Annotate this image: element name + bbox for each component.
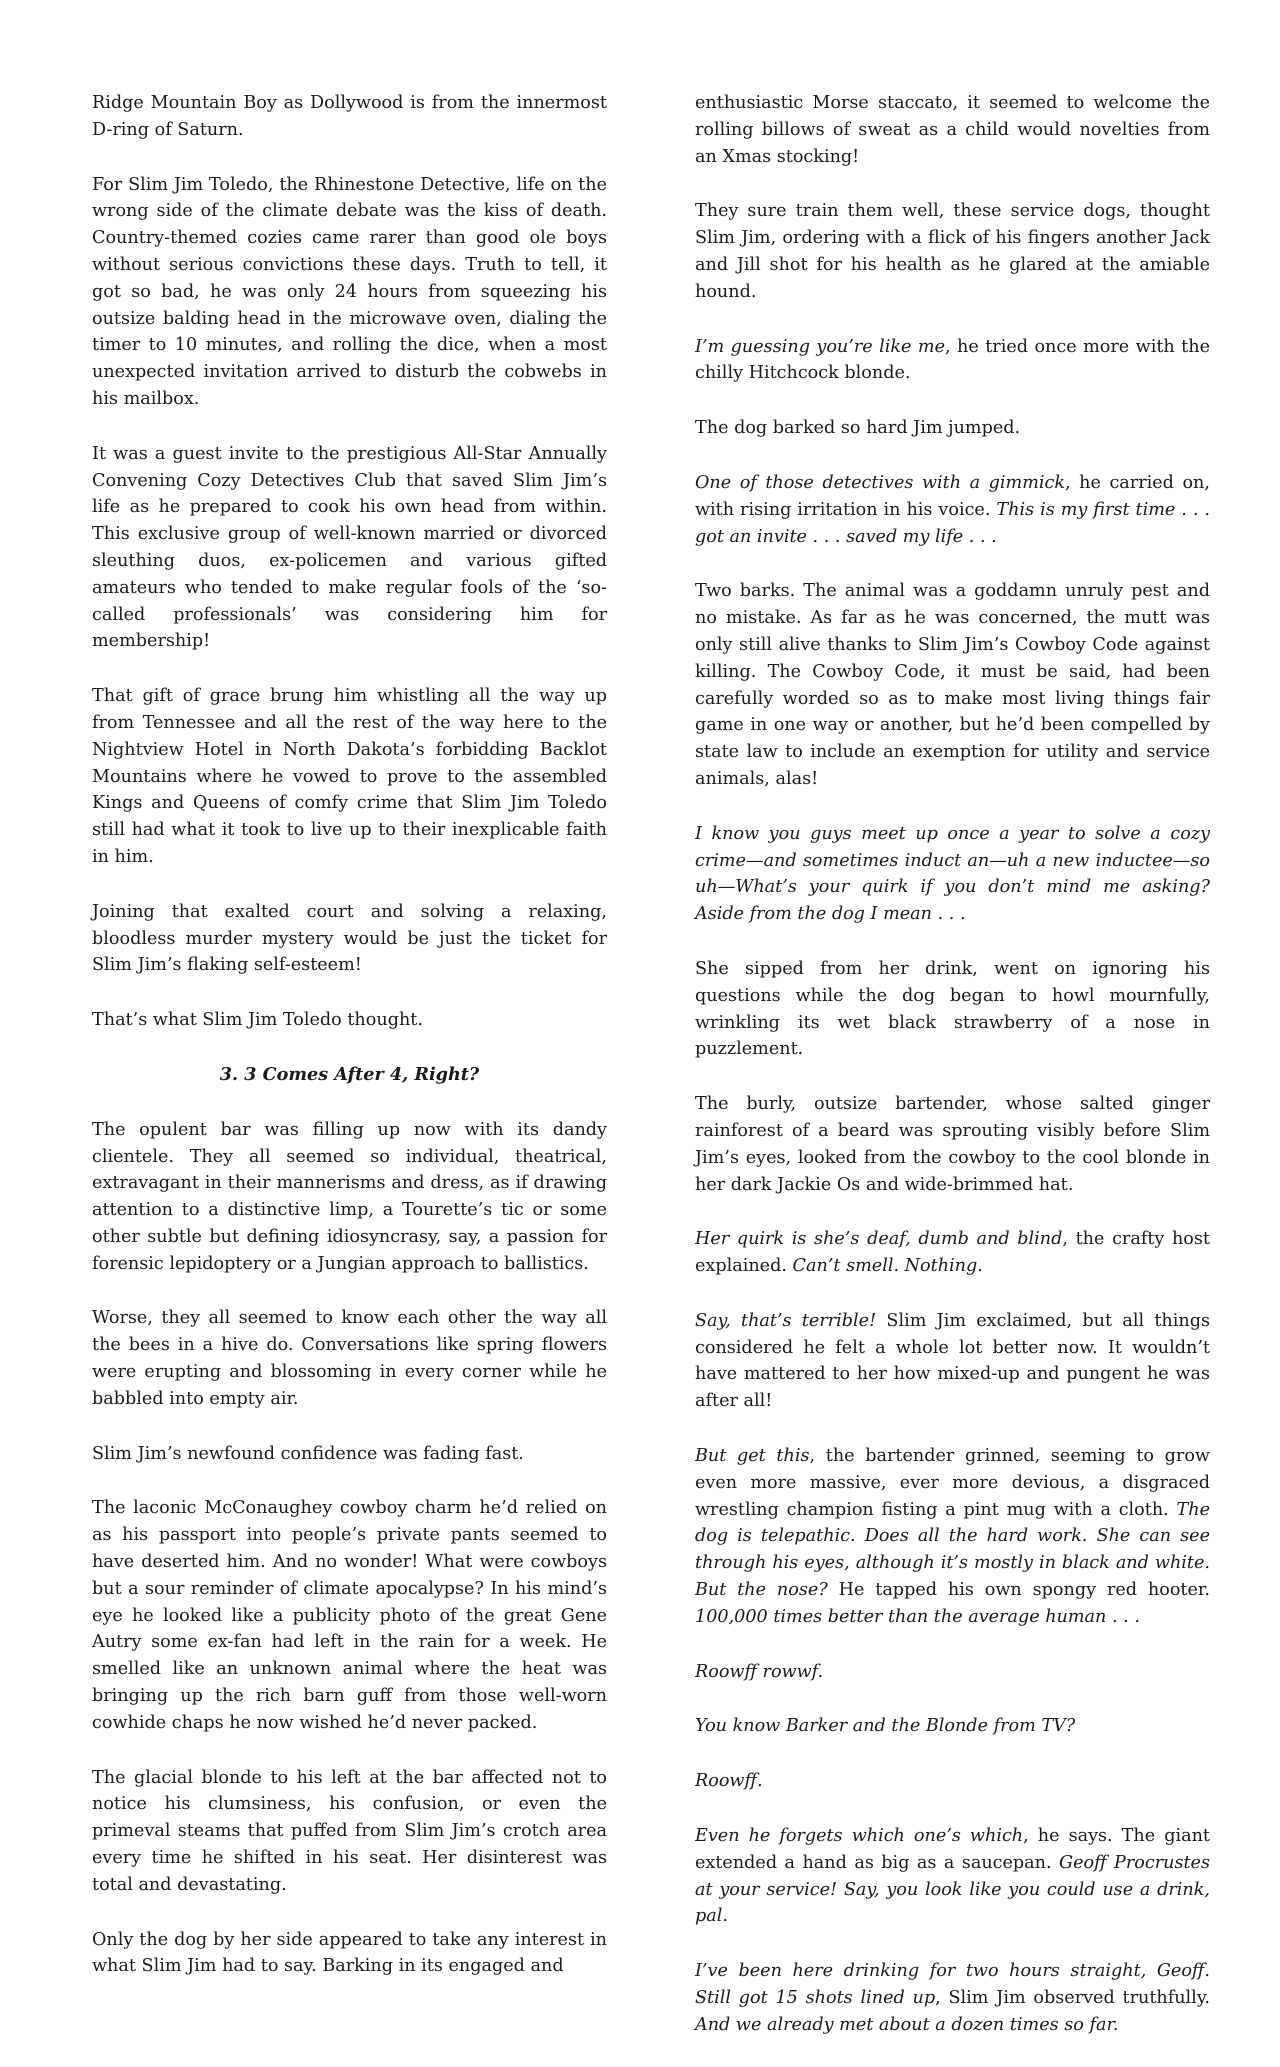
paragraph: [695, 415, 1210, 442]
italic-text: Her quirk is she’s deaf, dumb and blind: [695, 1229, 1063, 1250]
paragraph: [92, 1495, 607, 1736]
paragraph: [92, 172, 607, 413]
text-run: , Slim Jim observed truthfully.: [935, 1988, 1211, 2009]
paragraph: [695, 1768, 1210, 1795]
paragraph: [695, 1091, 1210, 1198]
italic-text: I know you guys meet up once a year to solve a cozy crime—and sometimes induct an—uh a new inductee—so uh—What’s your quirk if you don’t mind me asking? Aside from the dog I mean . . .: [695, 823, 1210, 925]
paragraph: [695, 470, 1210, 550]
text-run: The burly, outsize bartender, whose salted ginger rainforest of a beard was sprouting visibly before Slim Jim’s eyes, looked from the cowboy to the cool blonde in her dark Jackie Os and wide-brimmed hat.: [695, 1094, 1210, 1195]
text-run: , he tried once more with the chilly Hitchcock blonde.: [695, 336, 1210, 384]
paragraph: [695, 1958, 1210, 2038]
text-run: It was a guest invite to the prestigious All-Star Annually Convening Cozy Detectives Club that saved Slim Jim’s life as he prepared to cook his own head from within. This exclusive group of well-known married or divorced sleuthing duos, ex-policemen and various gifted amateurs who tended to make regular fools of the ‘so-called professionals’ was considering him for membership!: [92, 443, 607, 652]
text-run: , the crafty host explained.: [695, 1229, 1211, 1277]
right-column: [695, 90, 1210, 2067]
paragraph: [92, 1927, 607, 1981]
text-run: They sure train them well, these service dogs, thought Slim Jim, ordering with a flick of his fingers another Jack and Jill shot for his health as he glared at the amiable hound.: [695, 201, 1210, 302]
text-run: , he says. The giant extended a hand as big as a saucepan.: [695, 1826, 1210, 1873]
paragraph: [92, 1765, 607, 1899]
paragraph: [92, 899, 607, 979]
text-run: The laconic McConaughey cowboy charm he’d relied on as his passport into people’s private pants seemed to have deserted him. And no wonder! What were cowboys but a sour reminder of climate apocalypse? In his mind’s eye he looked like a publicity photo of the great Gene Autry some ex-fan had left in the rain for a week. He smelled like an unknown animal where the heat was bringing up the rich barn guff from those well-worn cowhide chaps he now wished he’d never packed.: [92, 1498, 607, 1733]
text-run: enthusiastic Morse staccato, it seemed to welcome the rolling billows of sweat as a child would novelties from an Xmas stocking!: [695, 93, 1210, 167]
paragraph: [695, 1823, 1210, 1930]
paragraph: [695, 1226, 1210, 1280]
text-run: The dog barked so hard Jim jumped.: [695, 418, 1021, 439]
text-run: The glacial blonde to his left at the bar affected not to notice his clumsiness, his confusion, or even the primeval steams that puffed from Slim Jim’s crotch area every time he shifted in his seat. Her disinterest was total and devastating.: [92, 1767, 607, 1895]
italic-text: Say, that’s terrible!: [695, 1310, 877, 1331]
paragraph: [695, 198, 1210, 305]
paragraph: [92, 683, 607, 871]
italic-text: Geoff Procrustes at your service! Say, you look like you could use a drink, pal.: [695, 1852, 1210, 1927]
text-run: That’s what Slim Jim Toledo thought.: [92, 1010, 423, 1031]
paragraph: [92, 90, 607, 144]
italic-text: This is my first time . . . got an invite . . . saved my life . . .: [695, 499, 1210, 547]
italic-text: But get this: [695, 1446, 810, 1467]
paragraph: [695, 578, 1210, 792]
italic-text: 100,000 times better than the average human . . .: [695, 1606, 1140, 1627]
text-run: Two barks. The animal was a goddamn unruly pest and no mistake. As far as he was concerned, the mutt was only still alive thanks to Slim Jim’s Cowboy Code against killing. The Cowboy Code, it must be said, had been carefully worded so as to make most living things fair game in one way or another, but he’d been compelled by state law to include an exemption for utility and service animals, alas!: [695, 581, 1210, 789]
chapter-heading: [92, 1062, 607, 1089]
text-run: Slim Jim’s newfound confidence was fading fast.: [92, 1443, 524, 1464]
text-run: She sipped from her drink, went on ignoring his questions while the dog began to howl mournfully, wrinkling its wet black strawberry of a nose in puzzlement.: [695, 958, 1210, 1060]
text-run: He tapped his own spongy red hooter.: [827, 1580, 1210, 1601]
italic-text: One of those detectives with a gimmick: [695, 472, 1066, 493]
italic-text: And we already met about a dozen times so far.: [695, 2014, 1119, 2035]
text-run: Worse, they all seemed to know each other the way all the bees in a hive do. Conversations like spring flowers were erupting and blossoming in every corner while he babbled into empty air.: [92, 1308, 607, 1409]
paragraph: [92, 1441, 607, 1468]
text-run: For Slim Jim Toledo, the Rhinestone Detective, life on the wrong side of the climate debate was the kiss of death. Country-themed cozies came rarer than good ole boys without serious convictions these days. Truth to tell, it got so bad, he was only 24 hours from squeezing his outsize balding head in the microwave oven, dialing the timer to 10 minutes, and rolling the dice, when a most unexpected invitation arrived to disturb the cobwebs in his mailbox.: [92, 174, 607, 409]
italic-text: Roowff rowwf.: [695, 1661, 824, 1682]
text-run: Joining that exalted court and solving a relaxing, bloodless murder mystery would be just the ticket for Slim Jim’s flaking self-esteem!: [92, 901, 607, 976]
text-columns: [92, 90, 1210, 2067]
text-run: , he carried on, with rising irritation in his voice.: [695, 472, 1210, 520]
italic-text: I’m guessing you’re like me: [695, 336, 945, 357]
paragraph: [695, 1659, 1210, 1686]
paragraph: [92, 1305, 607, 1412]
italic-text: The dog is telepathic. Does all the hard work. She can see through his eyes, although it’s mostly in black and white. But the nose?: [695, 1499, 1210, 1601]
italic-text: Even he forgets which one’s which: [695, 1826, 1024, 1847]
left-column: [92, 90, 607, 2067]
paragraph: [92, 1007, 607, 1034]
italic-text: You know Barker and the Blonde from TV?: [695, 1716, 1076, 1737]
paragraph: [92, 1117, 607, 1278]
text-run: The opulent bar was filling up now with its dandy clientele. They all seemed so individual, theatrical, extravagant in their mannerisms and dress, as if drawing attention to a distinctive limp, a Tourette’s tic or some other subtle but defining idiosyncrasy, say, a passion for forensic lepidoptery or a Jungian approach to ballistics.: [92, 1119, 607, 1274]
text-run: , the bartender grinned, seeming to grow even more massive, ever more devious, a disgraced wrestling champion fisting a pint mug with a cloth.: [695, 1446, 1210, 1520]
text-run: Only the dog by her side appeared to take any interest in what Slim Jim had to say. Barking in its engaged and: [92, 1929, 607, 1977]
paragraph: [695, 334, 1210, 388]
text-run: Slim Jim exclaimed, but all things considered he felt a whole lot better now. It wouldn’t have mattered to her how mixed-up and pungent he was after all!: [695, 1310, 1210, 1412]
paragraph: [695, 821, 1210, 928]
paragraph: [695, 956, 1210, 1063]
text-run: Ridge Mountain Boy as Dollywood is from the innermost D-ring of Saturn.: [92, 93, 607, 140]
paragraph: [695, 1713, 1210, 1740]
text-run: 3. 3 Comes After 4, Right?: [219, 1063, 480, 1085]
paragraph: [695, 90, 1210, 170]
text-run: That gift of grace brung him whistling all the way up from Tennessee and all the rest of the way here to the Nightview Hotel in North Dakota’s forbidding Backlot Mountains where he vowed to prove to the assembled Kings and Queens of comfy crime that Slim Jim Toledo still had what it took to live up to their inexplicable faith in him.: [92, 686, 607, 867]
italic-text: Can’t smell. Nothing.: [792, 1256, 983, 1277]
paragraph: [695, 1308, 1210, 1415]
italic-text: I’ve been here drinking for two hours straight, Geoff. Still got 15 shots lined up: [695, 1961, 1210, 2009]
paragraph: [92, 441, 607, 655]
italic-text: Roowff.: [695, 1771, 763, 1792]
paragraph: [695, 1443, 1210, 1631]
